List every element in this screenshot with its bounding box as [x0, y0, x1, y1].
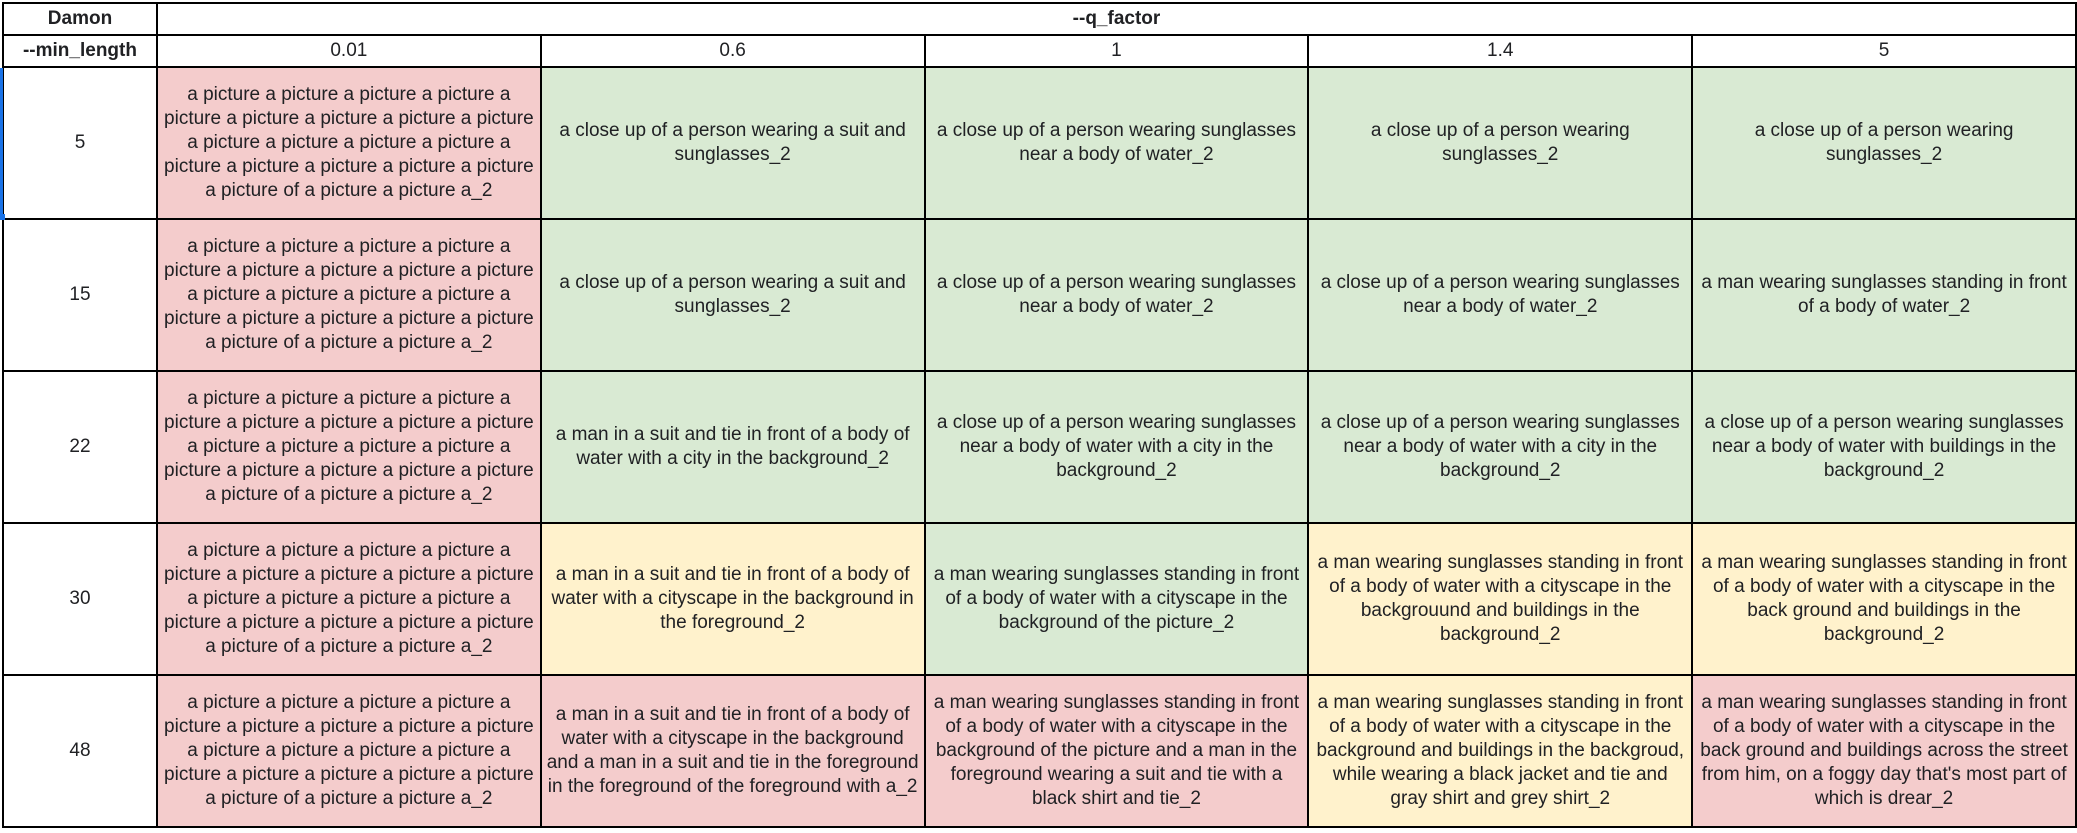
row-param-title-cell[interactable]: --min_length [3, 35, 157, 67]
caption-cell[interactable]: a man wearing sunglasses standing in front of a body of water with a cityscape in the back ground and buildings in the background_2 [1692, 523, 2076, 675]
caption-cell[interactable]: a close up of a person wearing sunglasses near a body of water with a city in the background_2 [925, 371, 1309, 523]
table-row [3, 523, 2076, 675]
caption-cell[interactable]: a man in a suit and tie in front of a body of water with a cityscape in the background and a man in a suit and tie in the foreground in the foreground of the foreground with a_2 [541, 675, 925, 827]
caption-cell[interactable]: a close up of a person wearing sunglasses near a body of water with a city in the background_2 [1308, 371, 1692, 523]
caption-cell[interactable]: a picture a picture a picture a picture a picture a picture a picture a picture a picture a picture a picture a picture a picture a picture a picture a picture a picture a picture a picture of a picture a picture a_2 [157, 219, 541, 371]
min-length-cell[interactable]: 22 [3, 371, 157, 523]
table-row [3, 67, 2076, 219]
param-title-cell[interactable]: --q_factor [157, 3, 2076, 35]
q-factor-header-cell[interactable]: 0.6 [541, 35, 925, 67]
table-row [3, 675, 2076, 827]
caption-cell[interactable]: a close up of a person wearing a suit and sunglasses_2 [541, 219, 925, 371]
results-table [2, 2, 2077, 828]
caption-cell[interactable]: a man wearing sunglasses standing in front of a body of water_2 [1692, 219, 2076, 371]
corner-cell[interactable]: Damon [3, 3, 157, 35]
q-factor-header-row [3, 35, 2076, 67]
caption-cell[interactable]: a picture a picture a picture a picture a picture a picture a picture a picture a picture a picture a picture a picture a picture a picture a picture a picture a picture a picture a picture of a picture a picture a_2 [157, 675, 541, 827]
caption-cell[interactable]: a man in a suit and tie in front of a body of water with a city in the background_2 [541, 371, 925, 523]
caption-cell[interactable]: a close up of a person wearing sunglasses_2 [1692, 67, 2076, 219]
caption-cell[interactable]: a close up of a person wearing sunglasses_2 [1308, 67, 1692, 219]
caption-cell[interactable]: a man wearing sunglasses standing in front of a body of water with a cityscape in the background of the picture and a man in the foreground wearing a suit and tie with a black shirt and tie_2 [925, 675, 1309, 827]
caption-cell[interactable]: a man in a suit and tie in front of a body of water with a cityscape in the background in the foreground_2 [541, 523, 925, 675]
title-row [3, 3, 2076, 35]
caption-cell[interactable]: a picture a picture a picture a picture a picture a picture a picture a picture a picture a picture a picture a picture a picture a picture a picture a picture a picture a picture a picture of a picture a picture a_2 [157, 523, 541, 675]
caption-cell[interactable]: a man wearing sunglasses standing in front of a body of water with a cityscape in the back ground and buildings across the street from him, on a foggy day that's most part of which is drear_2 [1692, 675, 2076, 827]
caption-cell[interactable]: a close up of a person wearing sunglasses near a body of water with buildings in the background_2 [1692, 371, 2076, 523]
table-row [3, 219, 2076, 371]
table-row [3, 371, 2076, 523]
q-factor-header-cell[interactable]: 1 [925, 35, 1309, 67]
caption-cell[interactable]: a close up of a person wearing sunglasses near a body of water_2 [925, 219, 1309, 371]
caption-cell[interactable]: a close up of a person wearing sunglasses near a body of water_2 [1308, 219, 1692, 371]
min-length-cell[interactable]: 48 [3, 675, 157, 827]
caption-cell[interactable]: a man wearing sunglasses standing in front of a body of water with a cityscape in the background and buildings in the backgroud, while wearing a black jacket and tie and gray shirt and grey shirt_2 [1308, 675, 1692, 827]
caption-cell[interactable]: a man wearing sunglasses standing in front of a body of water with a cityscape in the background of the picture_2 [925, 523, 1309, 675]
caption-cell[interactable]: a picture a picture a picture a picture a picture a picture a picture a picture a picture a picture a picture a picture a picture a picture a picture a picture a picture a picture a picture of a picture a picture a_2 [157, 67, 541, 219]
selection-border [0, 68, 3, 218]
caption-cell[interactable]: a close up of a person wearing a suit and sunglasses_2 [541, 67, 925, 219]
min-length-cell[interactable]: 5 [3, 67, 157, 219]
q-factor-header-cell[interactable]: 0.01 [157, 35, 541, 67]
min-length-cell[interactable]: 30 [3, 523, 157, 675]
min-length-cell[interactable]: 15 [3, 219, 157, 371]
caption-cell[interactable]: a picture a picture a picture a picture a picture a picture a picture a picture a picture a picture a picture a picture a picture a picture a picture a picture a picture a picture a picture of a picture a picture a_2 [157, 371, 541, 523]
q-factor-header-cell[interactable]: 1.4 [1308, 35, 1692, 67]
caption-cell[interactable]: a man wearing sunglasses standing in front of a body of water with a cityscape in the backgrouund and buildings in the background_2 [1308, 523, 1692, 675]
selection-fill-handle[interactable] [0, 214, 5, 220]
caption-cell[interactable]: a close up of a person wearing sunglasses near a body of water_2 [925, 67, 1309, 219]
q-factor-header-cell[interactable]: 5 [1692, 35, 2076, 67]
